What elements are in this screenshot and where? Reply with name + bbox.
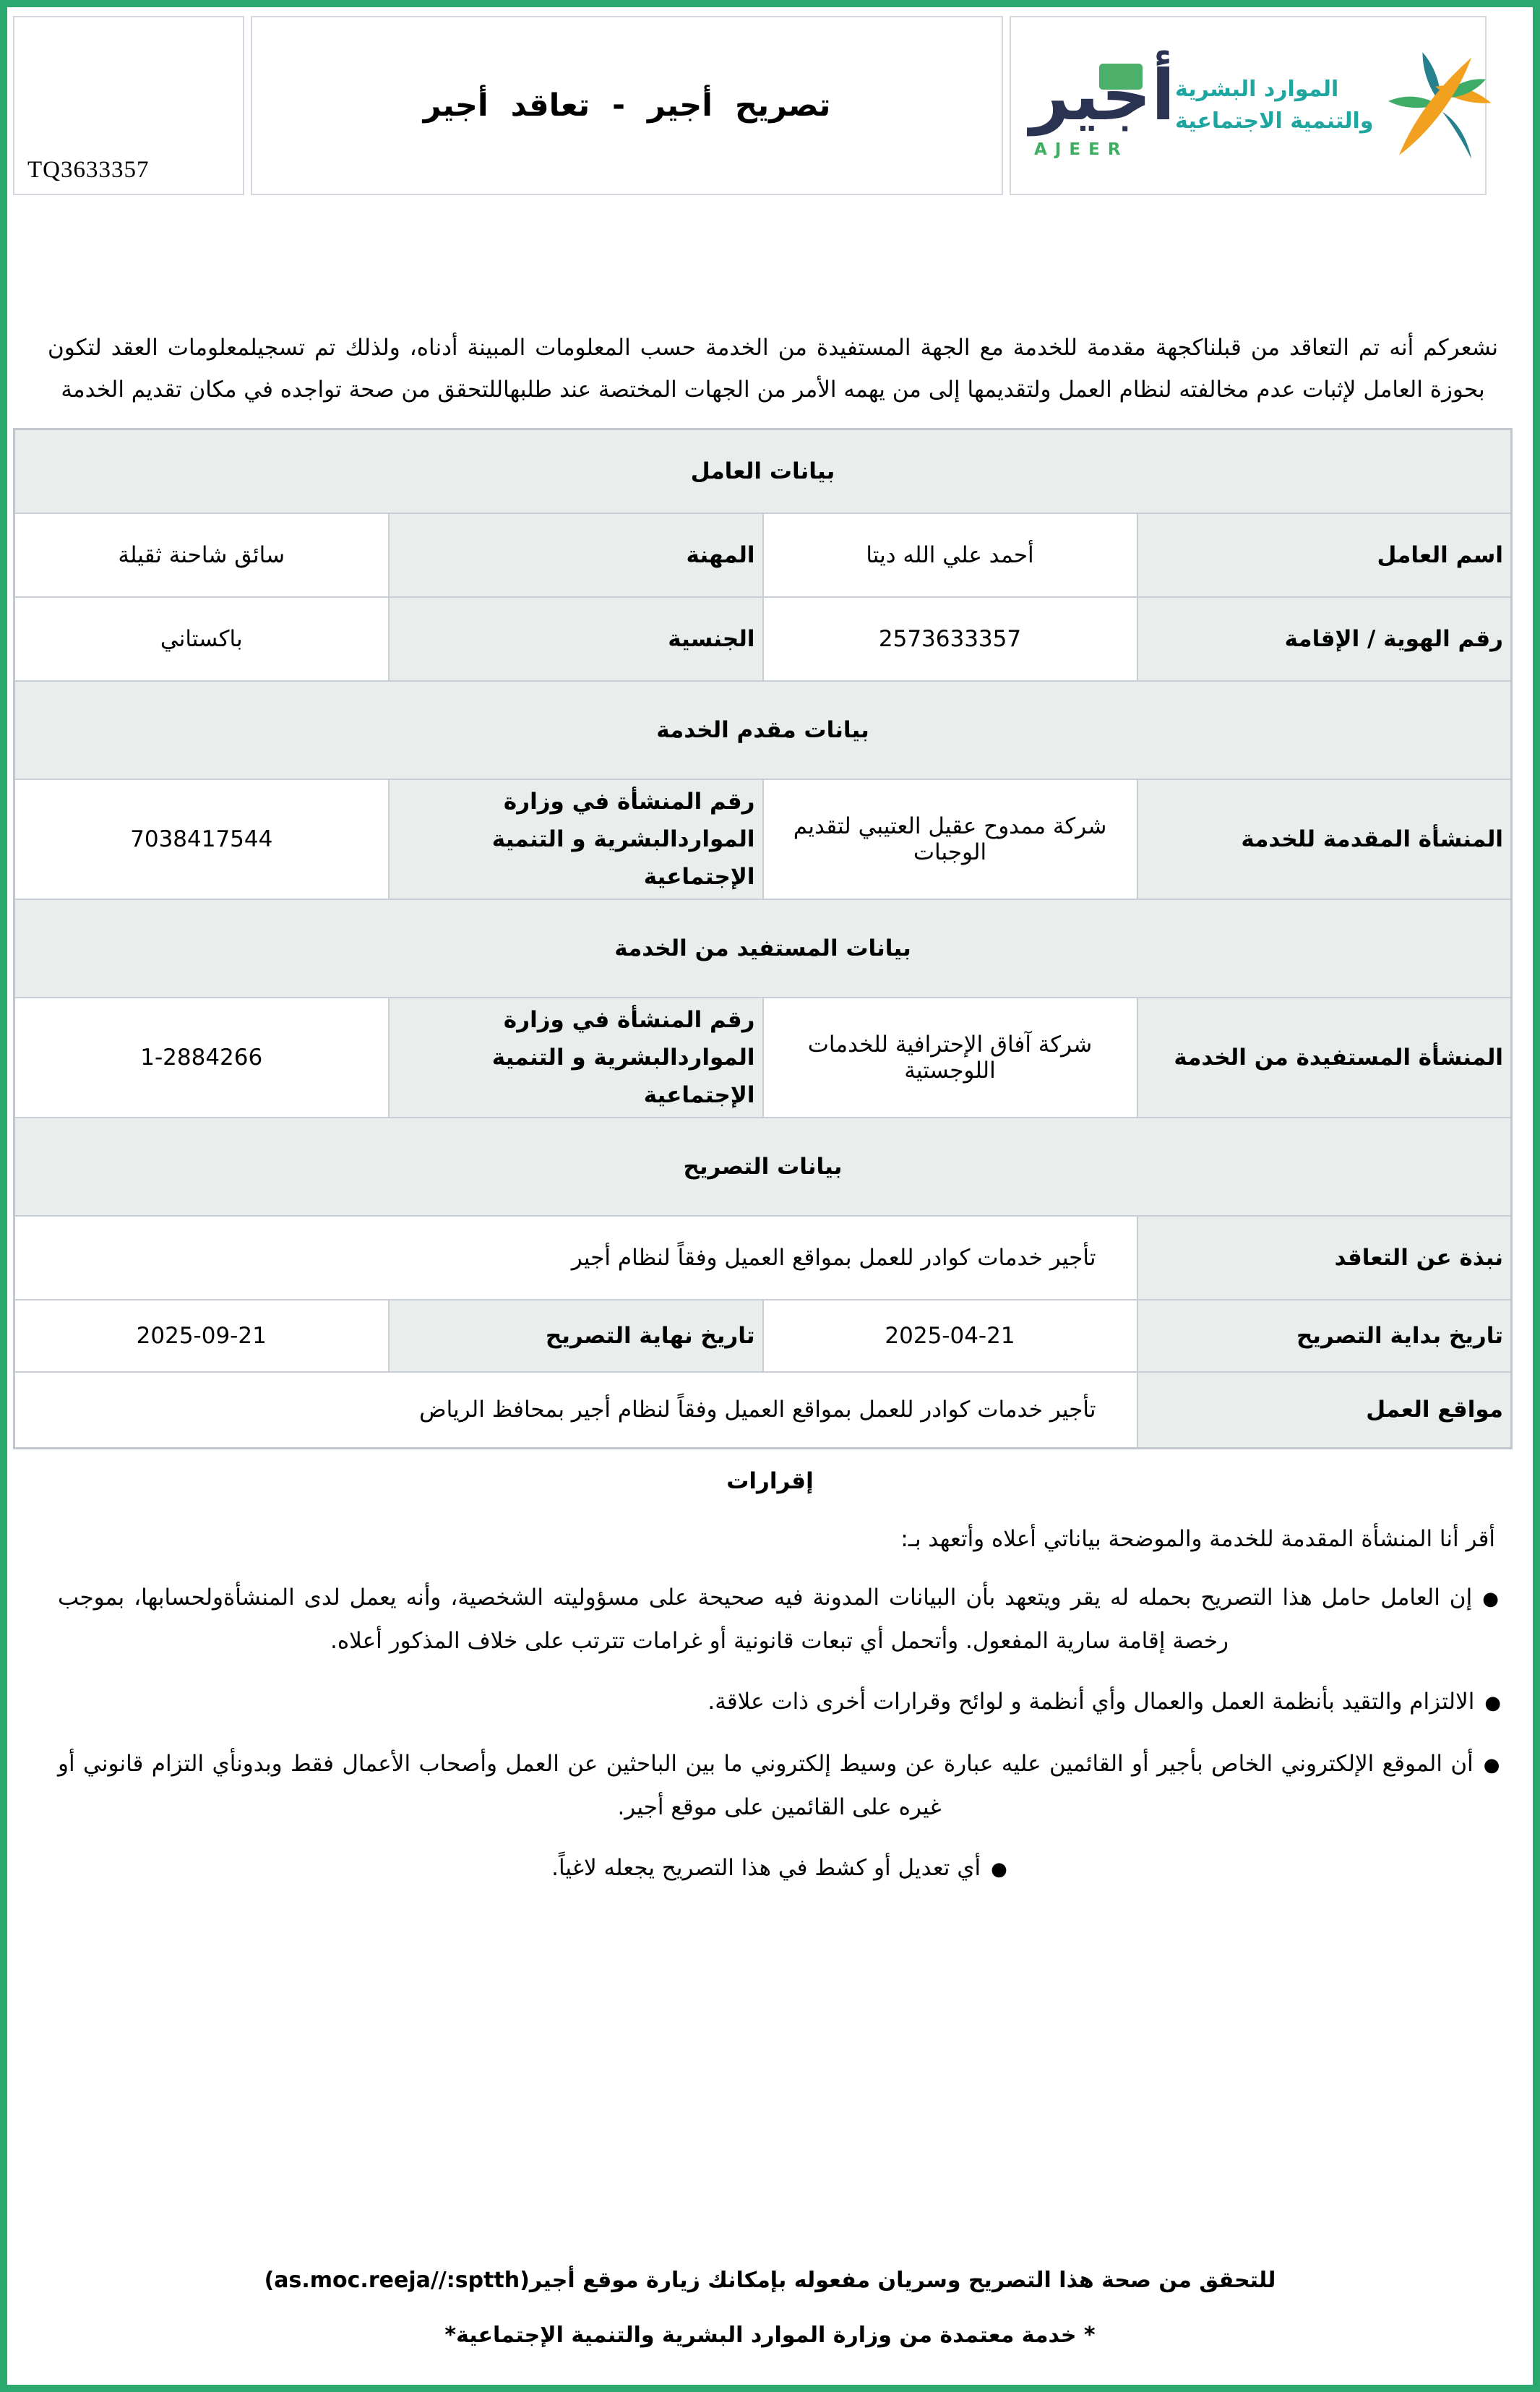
id-number-value: 2573633357 <box>763 597 1137 681</box>
beneficiary-name-value: شركة آفاق الإحترافية للخدمات اللوجستية <box>763 998 1137 1118</box>
table-row <box>14 1300 1512 1372</box>
worker-section-title: بيانات العامل <box>14 429 1512 513</box>
permit-number-box <box>13 16 244 195</box>
beneficiary-section-header <box>14 899 1512 998</box>
table-row <box>14 513 1512 597</box>
page-title: تصريح أجير - تعاقد أجير <box>423 87 831 124</box>
ministry-palm-icon <box>1385 44 1493 167</box>
approved-service-line: * خدمة معتمدة من وزارة الموارد البشرية والتنمية الإجتماعية* <box>444 2323 1096 2348</box>
declaration-item <box>58 1681 1501 1724</box>
start-date-value: 2025-04-21 <box>763 1300 1137 1372</box>
table-row <box>14 779 1512 899</box>
title-box <box>251 16 1003 195</box>
provider-name-label: المنشأة المقدمة للخدمة <box>1137 779 1512 899</box>
logos-box <box>1010 16 1487 195</box>
worker-name-value: أحمد علي الله ديتا <box>763 513 1137 597</box>
work-locations-label: مواقع العمل <box>1137 1372 1512 1449</box>
declaration-text: أي تعديل أو كشط في هذا التصريح يجعله لاغياً. <box>551 1855 981 1881</box>
beneficiary-number-value: 1-2884266 <box>14 998 389 1118</box>
nationality-value: باكستاني <box>14 597 389 681</box>
id-number-label: رقم الهوية / الإقامة <box>1137 597 1512 681</box>
ajeer-logo-arabic: أجير <box>1030 55 1175 136</box>
declaration-text: أن الموقع الإلكتروني الخاص بأجير أو القائمين عليه عبارة عن وسيط إلكتروني ما بين الباحثين عن العمل وأصحاب الأعمال فقط وبدونأي التزام قانوني أو غيره على القائمين على موقع أجير. <box>58 1751 1474 1820</box>
provider-section-title: بيانات مقدم الخدمة <box>14 681 1512 779</box>
permit-section-title: بيانات التصريح <box>14 1118 1512 1216</box>
end-date-label: تاريخ نهاية التصريح <box>389 1300 763 1372</box>
ministry-wordmark-line2: والتنمية الاجتماعية <box>1175 108 1374 134</box>
declarations-list <box>58 1577 1501 1890</box>
bullet-icon: ● <box>1484 1692 1501 1714</box>
bullet-icon: ● <box>1483 1754 1501 1776</box>
worker-name-label: اسم العامل <box>1137 513 1512 597</box>
ajeer-logo-latin: AJEER <box>1034 140 1129 159</box>
ministry-wordmark <box>1175 74 1373 137</box>
document-header <box>13 16 1487 195</box>
intro-paragraph: نشعركم أنه تم التعاقد من قبلناكجهة مقدمة للخدمة مع الجهة المستفيدة من الخدمة حسب المعلومات المبينة أدناه، ولذلك تم تسجيلمعلومات العقد لتكون بحوزة العامل لإثبات عدم مخالفته لنظام العمل ولتقديمها إلى من يهمه الأمر من الجهات المختصة عند طلبهاللتحقق من صحة تواجده في مكان تقديم الخدمة <box>48 335 1498 403</box>
nationality-label: الجنسية <box>389 597 763 681</box>
verification-line: للتحقق من صحة هذا التصريح وسريان مفعوله بإمكانك زيارة موقع أجير(as.moc.reeja//:sptth) <box>264 2268 1276 2293</box>
declaration-text: إن العامل حامل هذا التصريح بحمله له يقر ويتعهد بأن البيانات المدونة فيه صحيحة على مسؤوليته الشخصية، وأنه يعمل لدى المنشأةولحسابها، بموجب رخصة إقامة سارية المفعول. وأتحمل أي تبعات قانونية أو غرامات تترتب على خلاف المذكور أعلاه. <box>58 1585 1473 1654</box>
declaration-item <box>58 1577 1501 1662</box>
ministry-logo <box>1175 44 1493 167</box>
table-row <box>14 1372 1512 1449</box>
bullet-icon: ● <box>991 1859 1007 1880</box>
declarations-intro: أقر أنا المنشأة المقدمة للخدمة والموضحة بياناتي أعلاه وأتعهد بـ: <box>900 1526 1495 1552</box>
contract-summary-value: تأجير خدمات كوادر للعمل بمواقع العميل وفقاً لنظام أجير <box>14 1216 1137 1300</box>
provider-name-value: شركة ممدوح عقيل العتيبي لتقديم الوجبات <box>763 779 1137 899</box>
document-footer <box>7 2253 1533 2363</box>
profession-label: المهنة <box>389 513 763 597</box>
declarations-title: إقرارات <box>726 1468 814 1494</box>
declaration-item <box>58 1847 1501 1890</box>
contract-summary-label: نبذة عن التعاقد <box>1137 1216 1512 1300</box>
permit-section-header <box>14 1118 1512 1216</box>
provider-mol-number-label: رقم المنشأة في وزارة المواردالبشرية و التنمية الإجتماعية <box>389 779 763 899</box>
ministry-wordmark-line1: الموارد البشرية <box>1175 77 1339 102</box>
permit-number: TQ3633357 <box>27 157 150 183</box>
worker-section-header <box>14 429 1512 513</box>
work-locations-value: تأجير خدمات كوادر للعمل بمواقع العميل وفقاً لنظام أجير بمحافظ الرياض <box>14 1372 1137 1449</box>
provider-section-header <box>14 681 1512 779</box>
beneficiary-name-label: المنشأة المستفيدة من الخدمة <box>1137 998 1512 1118</box>
declaration-text: الالتزام والتقيد بأنظمة العمل والعمال وأي أنظمة و لوائح وقرارات أخرى ذات علاقة. <box>707 1689 1475 1715</box>
end-date-value: 2025-09-21 <box>14 1300 389 1372</box>
start-date-label: تاريخ بداية التصريح <box>1137 1300 1512 1372</box>
table-row <box>14 1216 1512 1300</box>
provider-number-value: 7038417544 <box>14 779 389 899</box>
profession-value: سائق شاحنة ثقيلة <box>14 513 389 597</box>
declaration-item <box>58 1743 1501 1828</box>
permit-data-table <box>13 428 1513 1449</box>
beneficiary-section-title: بيانات المستفيد من الخدمة <box>14 899 1512 998</box>
table-row <box>14 597 1512 681</box>
bullet-icon: ● <box>1482 1588 1502 1610</box>
ajeer-logo <box>1030 52 1175 159</box>
beneficiary-mol-number-label: رقم المنشأة في وزارة المواردالبشرية و التنمية الإجتماعية <box>389 998 763 1118</box>
table-row <box>14 998 1512 1118</box>
